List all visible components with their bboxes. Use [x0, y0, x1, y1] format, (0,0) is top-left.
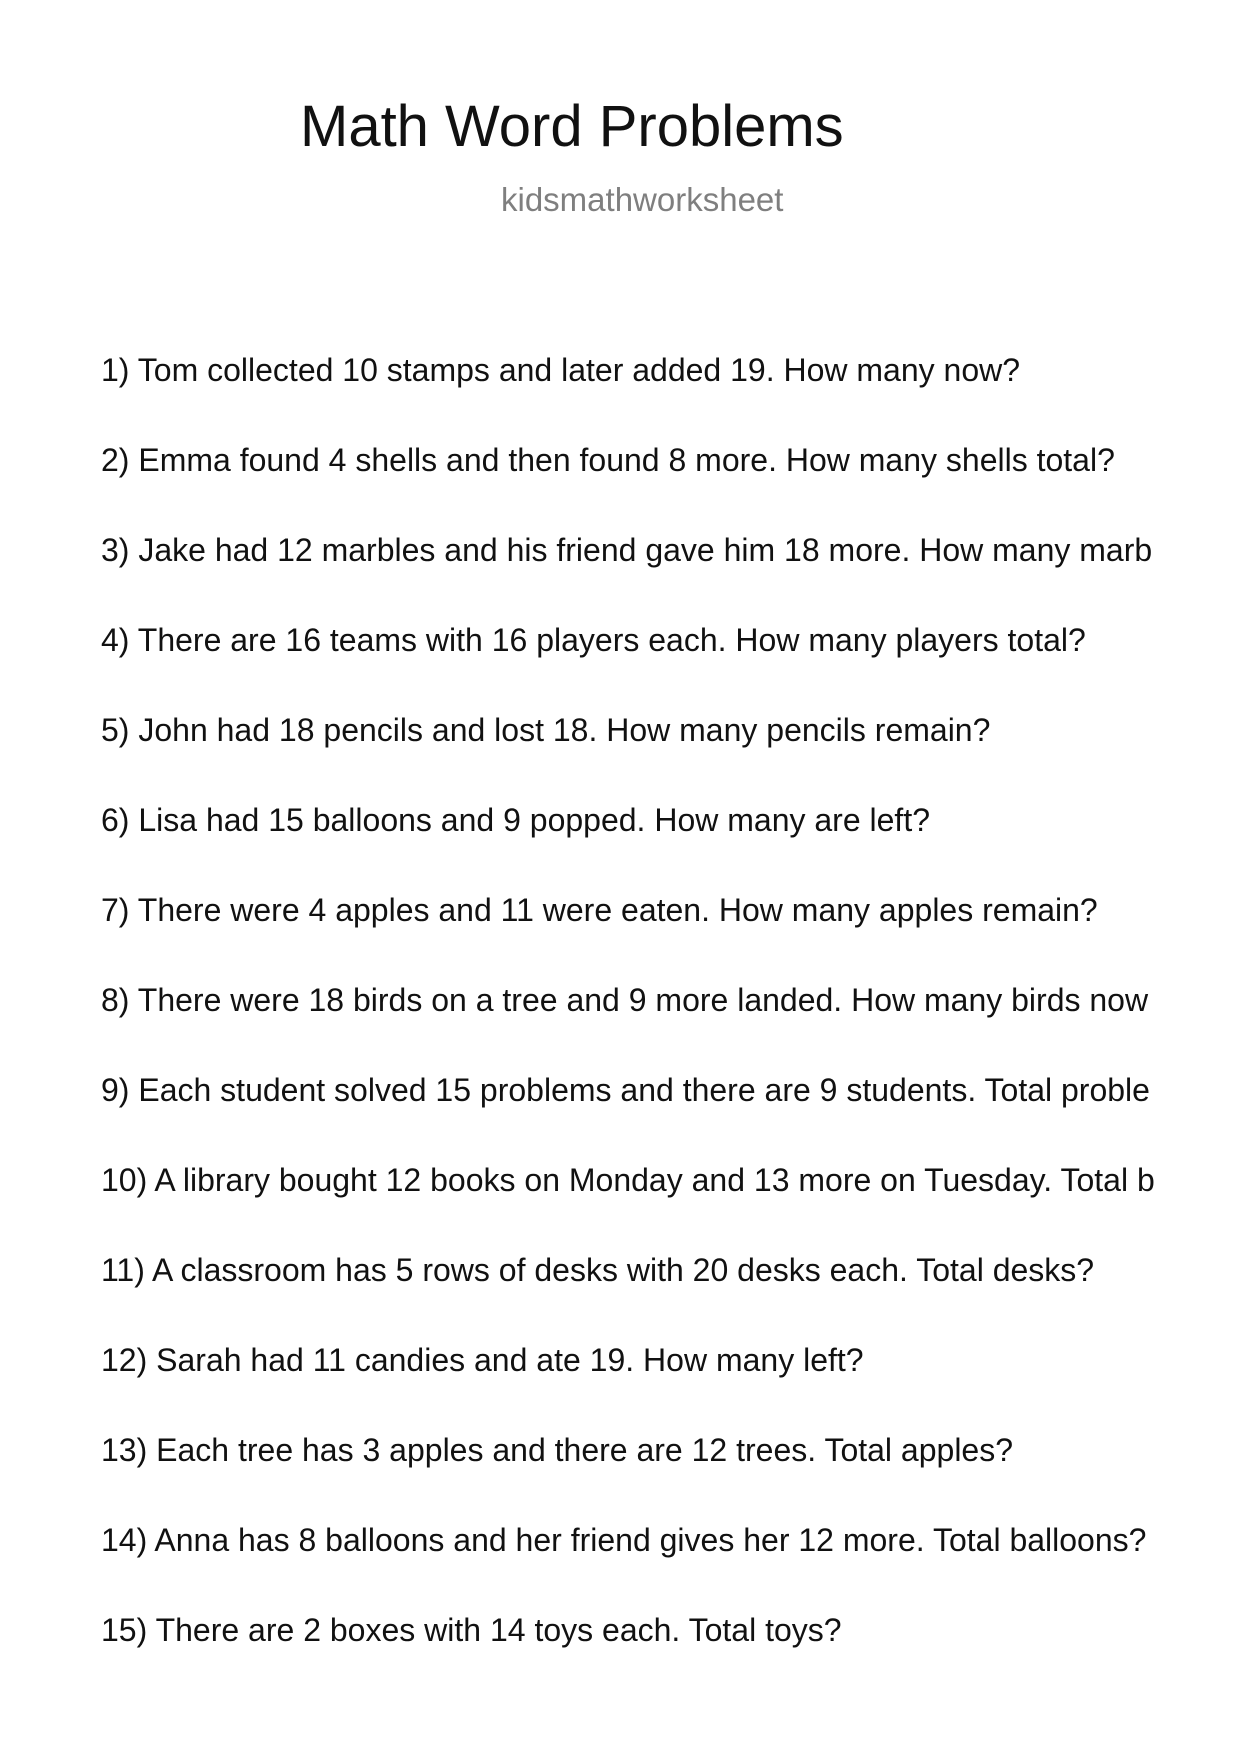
problem-item-8: 8) There were 18 birds on a tree and 9 more landed. How many birds now [101, 982, 1149, 1018]
page-subtitle: kidsmathworksheet [501, 181, 784, 218]
page-title: Math Word Problems [300, 94, 844, 159]
problem-item-1: 1) Tom collected 10 stamps and later added 19. How many now? [101, 352, 1021, 388]
problem-item-3: 3) Jake had 12 marbles and his friend gave him 18 more. How many marb [101, 532, 1153, 568]
problem-item-11: 11) A classroom has 5 rows of desks with 20 desks each. Total desks? [101, 1252, 1095, 1288]
problem-item-10: 10) A library bought 12 books on Monday and 13 more on Tuesday. Total b [101, 1162, 1155, 1198]
problem-item-9: 9) Each student solved 15 problems and there are 9 students. Total proble [101, 1072, 1150, 1108]
problem-item-4: 4) There are 16 teams with 16 players each. How many players total? [101, 622, 1086, 658]
problem-item-13: 13) Each tree has 3 apples and there are 12 trees. Total apples? [101, 1432, 1014, 1468]
problem-item-15: 15) There are 2 boxes with 14 toys each. Total toys? [101, 1612, 842, 1648]
problem-item-12: 12) Sarah had 11 candies and ate 19. How many left? [101, 1342, 864, 1378]
problem-list [101, 350, 1240, 1700]
problem-item-5: 5) John had 18 pencils and lost 18. How many pencils remain? [101, 712, 991, 748]
problem-item-7: 7) There were 4 apples and 11 were eaten. How many apples remain? [101, 892, 1098, 928]
problem-item-2: 2) Emma found 4 shells and then found 8 more. How many shells total? [101, 442, 1115, 478]
problem-item-14: 14) Anna has 8 balloons and her friend gives her 12 more. Total balloons? [101, 1522, 1147, 1558]
problem-item-6: 6) Lisa had 15 balloons and 9 popped. How many are left? [101, 802, 930, 838]
